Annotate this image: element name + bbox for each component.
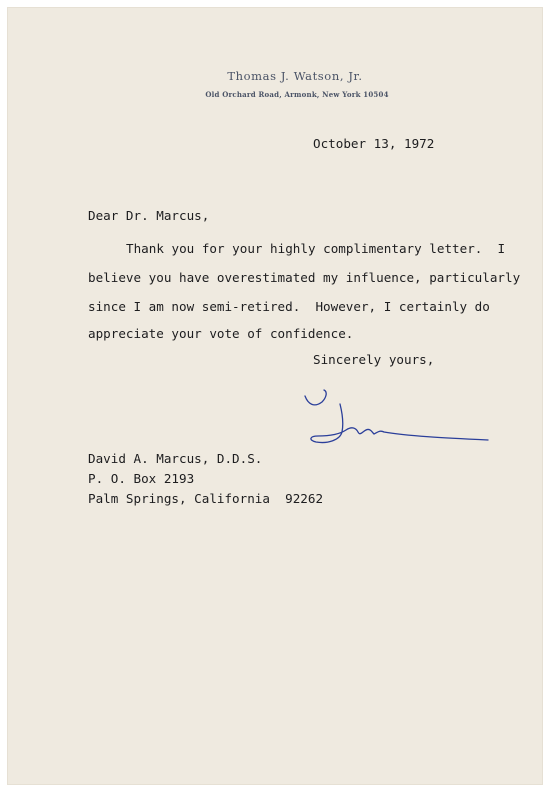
signature [296,382,496,462]
letterhead-name: Thomas J. Watson, Jr. [227,69,363,83]
body-line-1: Thank you for your highly complimentary letter. I [126,241,506,256]
letter-page [8,8,542,784]
body-line-3: since I am now semi-retired. However, I certainly do [88,299,490,314]
letterhead-address: Old Orchard Road, Armonk, New York 10504 [205,90,389,99]
body-line-2: believe you have overestimated my influence, particularly [88,270,521,285]
letter-date: October 13, 1972 [313,136,435,151]
salutation: Dear Dr. Marcus, [88,208,210,223]
recipient-line-2: P. O. Box 2193 [88,471,195,486]
recipient-line-3: Palm Springs, California 92262 [88,491,324,506]
recipient-line-1: David A. Marcus, D.D.S. [88,451,263,466]
closing: Sincerely yours, [313,352,435,367]
body-line-4: appreciate your vote of confidence. [88,326,354,341]
